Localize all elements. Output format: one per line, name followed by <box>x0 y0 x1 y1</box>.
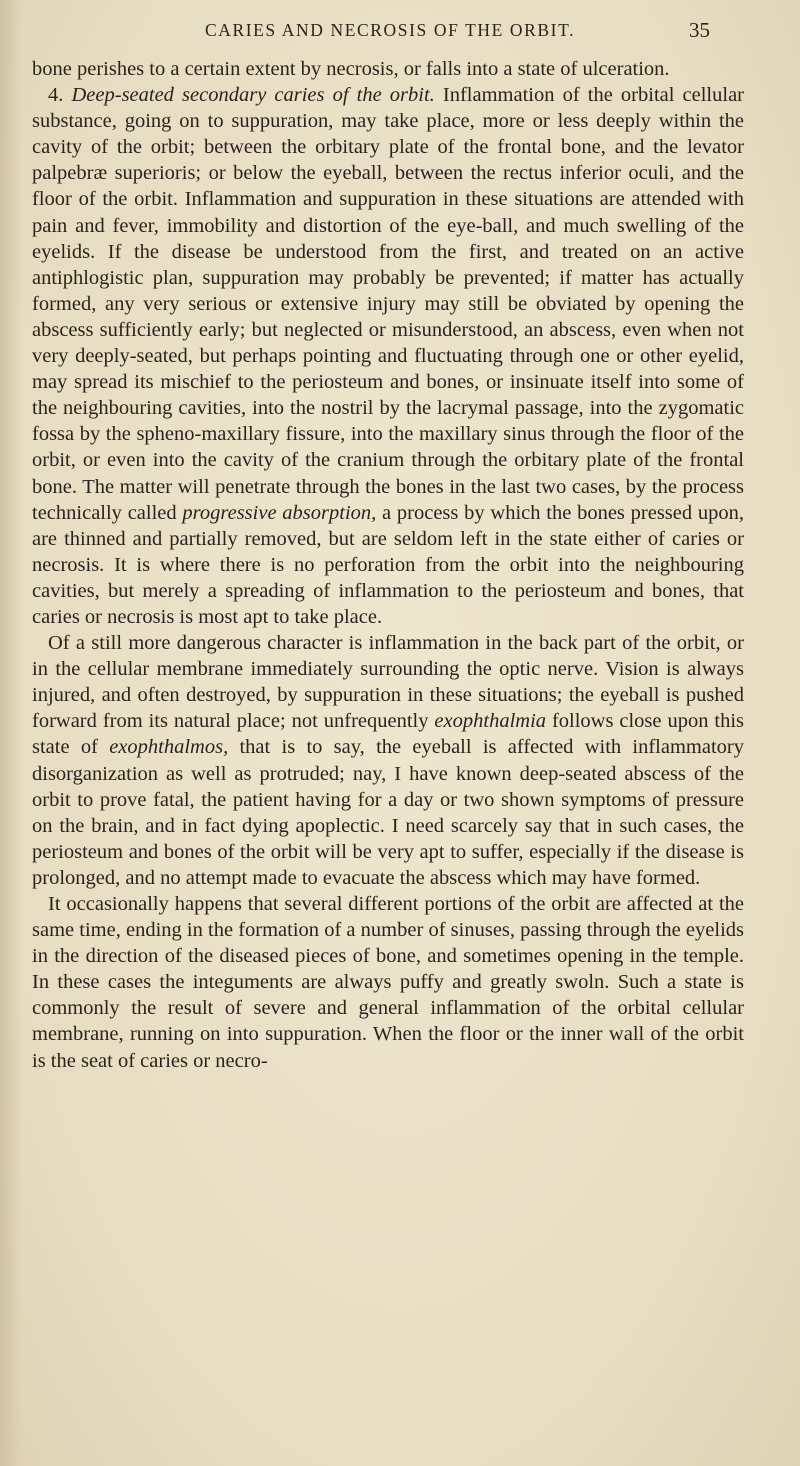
running-title: CARIES AND NECROSIS OF THE ORBIT. <box>204 20 576 40</box>
section-heading: Deep-seated secondary caries of the orbit. <box>71 84 435 107</box>
spine-shadow <box>0 0 22 1466</box>
paragraph-3-text-c: that is to say, the eyeball is affected with inflammatory disorganization as well as protruded; nay, I have known deep-seated abscess of the orbit to prove fatal, the patient having for a day or two shown symptoms of pressure on the brain, and in fact dying apoplectic. I need scarcely say that in such cases, the periosteum and bones of the orbit will be very apt to suffer, especially if the disease is prolonged, and no attempt made to evacuate the abscess which may have formed. <box>32 736 744 889</box>
paragraph-2-italic: progressive absorption, <box>182 501 377 524</box>
paragraph-2-text-a: Inflammation of the orbital cellular substance, going on to suppuration, may take place, more or less deeply within the cavity of the orbit; between the orbitary plate of the frontal bone, and the levator palpebræ superioris; or below the eyeball, between the rectus inferior oculi, and the floor of the orbit. Inflammation and suppuration in these situations are attended with pain and fever, immobility and distortion of the eye-ball, and much swelling of the eyelids. If the disease be understood from the first, and treated on an active antiphlogistic plan, suppuration may probably be prevented; if matter has actually formed, any very serious or extensive injury may still be obviated by opening the abscess sufficiently early; but neglected or misunderstood, an abscess, even when not very deeply-seated, but perhaps pointing and fluctuating through one or other eyelid, may spread its mischief to the periosteum and bones, or insinuate itself into some of the neighbouring cavities, into the nostril by the lacrymal passage, into the zygomatic fossa by the spheno-maxillary fissure, into the maxillary sinus through the floor of the orbit, or even into the cavity of the cranium through the orbitary plate of the frontal bone. The matter will penetrate through the bones in the last two cases, by the process technically called <box>32 84 744 524</box>
paragraph-3-italic-2: exophthalmos, <box>109 736 229 759</box>
paragraph-3-text-b: follows close upon this state of <box>32 710 744 759</box>
paragraph-2 <box>32 82 744 630</box>
section-number: 4. <box>48 84 64 107</box>
body-text <box>32 56 744 1074</box>
paragraph-4 <box>32 891 744 1074</box>
paragraph-3-italic-1: exophthalmia <box>434 710 547 733</box>
running-head <box>150 8 710 48</box>
page-number: 35 <box>689 18 710 42</box>
paragraph-3-text-a: Of a still more dangerous character is inflammation in the back part of the orbit, or in the cellular membrane immediately surrounding the optic nerve. Vision is always injured, and often destroyed, by suppuration in these situations; the eyeball is pushed forward from its natural place; not unfrequently <box>32 632 744 733</box>
paragraph-1 <box>32 56 744 82</box>
paragraph-3 <box>32 630 744 891</box>
paragraph-1-text: bone perishes to a certain extent by necrosis, or falls into a state of ulceration. <box>32 58 670 80</box>
paragraph-2-text-b: a process by which the bones pressed upon, are thinned and partially removed, but are seldom left in the state either of caries or necrosis. It is where there is no perforation from the orbit into the neighbouring cavities, but merely a spreading of inflammation to the periosteum and bones, that caries or necrosis is most apt to take place. <box>32 501 745 628</box>
paragraph-4-text: It occasionally happens that several different portions of the orbit are affected at the same time, ending in the formation of a number of sinuses, passing through the eyelids in the direction of the diseased pieces of bone, and sometimes opening in the temple. In these cases the integuments are always puffy and greatly swoln. Such a state is commonly the result of severe and general inflammation of the orbital cellular membrane, running on into suppuration. When the floor or the inner wall of the orbit is the seat of caries or necro- <box>32 893 744 1072</box>
